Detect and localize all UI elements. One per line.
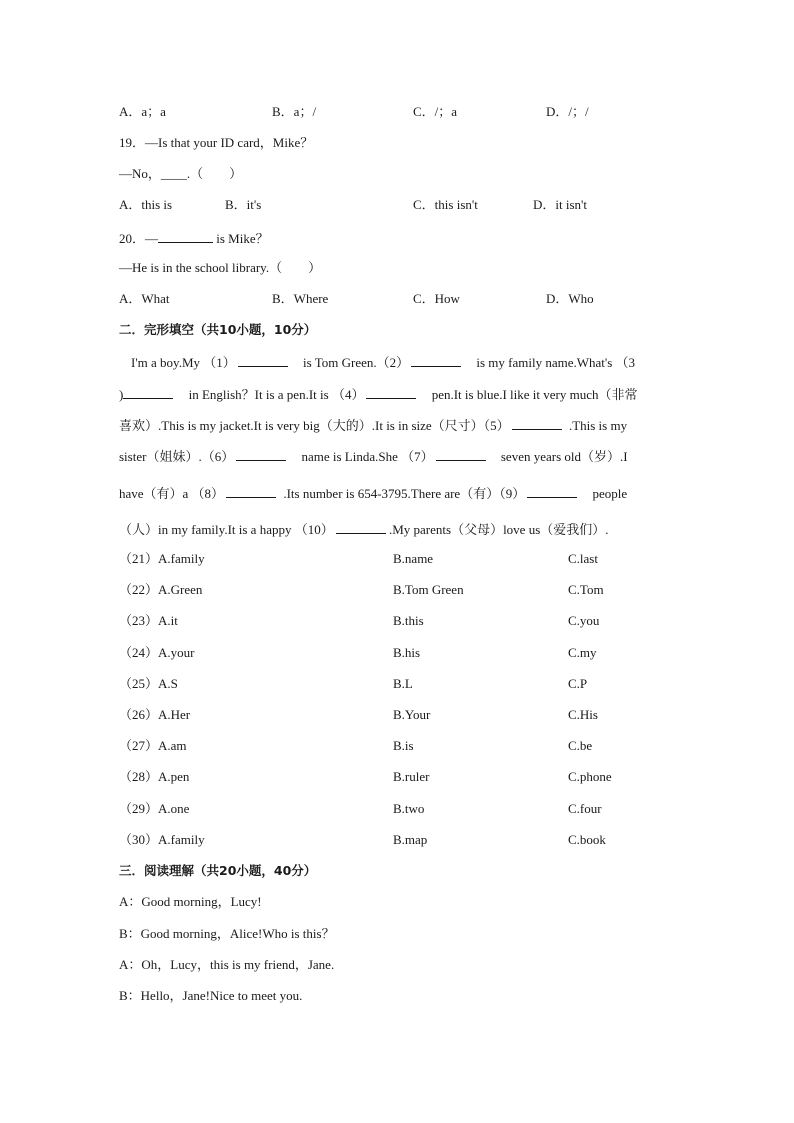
q19-option-a: A．this is [119,197,173,212]
choice-number: （23） [119,613,159,628]
q19-option-d: D．it isn't [533,197,587,212]
blank-6 [236,447,286,461]
choice-c: C.Tom [568,582,604,597]
q19-question: 19．—Is that your ID card，Mike？ [119,135,314,150]
choice-a: A.family [158,551,205,566]
passage-text: is Tom Green.（2） [299,355,410,370]
passage-line-5 [119,484,675,502]
choice-number: （22） [119,582,159,597]
blank-10 [336,520,386,534]
q18-option-b: B．a；/ [272,104,317,119]
choice-a: A.family [158,832,205,847]
blank [158,229,213,243]
q20-option-d: D．Who [546,291,594,306]
q20-question-suffix: is Mike？ [213,231,269,246]
choice-row-26 [119,707,190,723]
dialogue-line: A：Oh，Lucy，this is my friend，Jane. [119,957,335,972]
choice-row-30 [119,832,205,848]
section2-heading: 二．完形填空（共10小题，10分） [119,322,317,337]
choice-row-22 [119,582,202,598]
q19-option-b: B．it's [225,197,262,212]
blank-9 [527,484,577,498]
passage-text: （人）in my family.It is a happy （10） [119,522,334,537]
choice-number: （25） [119,676,159,691]
passage-text: seven years old（岁）.I [497,449,628,464]
choice-row-28 [119,769,189,785]
choice-b: B.Your [393,707,431,722]
choice-a: A.pen [158,769,190,784]
choice-b: B.L [393,676,413,691]
choice-number: （28） [119,769,159,784]
q19-option-c: C．this isn't [413,197,478,212]
choice-a: A.Her [158,707,191,722]
q20-option-c: C．How [413,291,460,306]
dialogue-line: B：Good morning，Alice!Who is this？ [119,926,335,941]
passage-text: .This is my [565,418,628,433]
choice-c: C.my [568,645,597,660]
passage-line-6 [119,520,675,538]
blank-3 [123,385,173,399]
passage-text: people [589,486,628,501]
q18-option-d: D．/；/ [546,104,589,119]
q20-option-b: B．Where [272,291,329,306]
blank-1 [238,353,288,367]
choice-b: B.this [393,613,424,628]
passage-text: .My parents（父母）love us（爱我们）. [385,522,609,537]
passage-text: have（有）a （8） [119,486,225,501]
dialogue-line: B：Hello，Jane!Nice to meet you. [119,988,303,1003]
passage-text: 喜欢）.This is my jacket.It is very big（大的）.It is in size（尺寸）（5） [119,418,510,433]
choice-b: B.ruler [393,769,430,784]
passage-text: name is Linda.She （7） [298,449,434,464]
passage-text: ) [119,387,124,402]
passage-text: pen.It is blue.I like it very much（非常 [428,387,638,402]
choice-b: B.two [393,801,425,816]
choice-number: （21） [119,551,159,566]
choice-row-23 [119,613,178,629]
passage-line-1 [131,353,687,371]
choice-row-29 [119,801,189,817]
choice-c: C.you [568,613,600,628]
blank-4 [366,385,416,399]
blank-7 [436,447,486,461]
choice-row-27 [119,738,187,754]
choice-row-21 [119,551,205,567]
blank-2 [411,353,461,367]
q20-answer-line: —He is in the school library.（ ） [119,260,322,275]
passage-line-2 [119,385,675,403]
q20-question-prefix: 20．— [119,231,159,246]
choice-row-25 [119,676,178,692]
passage-line-3 [119,416,675,434]
choice-c: C.be [568,738,593,753]
passage-text: is my family name.What's （3 [473,355,636,370]
choice-a: A.S [158,676,178,691]
passage-text: sister（姐妹）.（6） [119,449,235,464]
choice-b: B.map [393,832,428,847]
q19-answer-line: —No，____.（ ） [119,166,243,181]
choice-a: A.it [158,613,178,628]
choice-a: A.one [158,801,190,816]
choice-number: （27） [119,738,159,753]
choice-number: （30） [119,832,159,847]
choice-c: C.last [568,551,598,566]
blank-5 [512,416,562,430]
q18-option-c: C．/；a [413,104,458,119]
choice-a: A.your [158,645,195,660]
section3-heading: 三．阅读理解（共20小题，40分） [119,863,317,878]
choice-b: B.name [393,551,434,566]
q18-option-a: A．a；a [119,104,166,119]
choice-row-24 [119,645,194,661]
choice-number: （26） [119,707,159,722]
passage-text: in English？It is a pen.It is （4） [185,387,365,402]
blank-8 [226,484,276,498]
choice-c: C.P [568,676,588,691]
choice-b: B.Tom Green [393,582,464,597]
q20-question [119,229,269,247]
choice-number: （29） [119,801,159,816]
choice-c: C.phone [568,769,612,784]
choice-b: B.his [393,645,421,660]
choice-a: A.am [158,738,187,753]
dialogue-line: A：Good morning，Lucy! [119,894,262,909]
choice-number: （24） [119,645,159,660]
choice-b: B.is [393,738,414,753]
choice-a: A.Green [158,582,203,597]
passage-text: .Its number is 654-3795.There are（有）（9） [280,486,526,501]
choice-c: C.book [568,832,606,847]
q20-option-a: A．What [119,291,170,306]
choice-c: C.His [568,707,598,722]
choice-c: C.four [568,801,602,816]
passage-line-4 [119,447,675,465]
passage-text: I'm a boy.My （1） [131,355,236,370]
